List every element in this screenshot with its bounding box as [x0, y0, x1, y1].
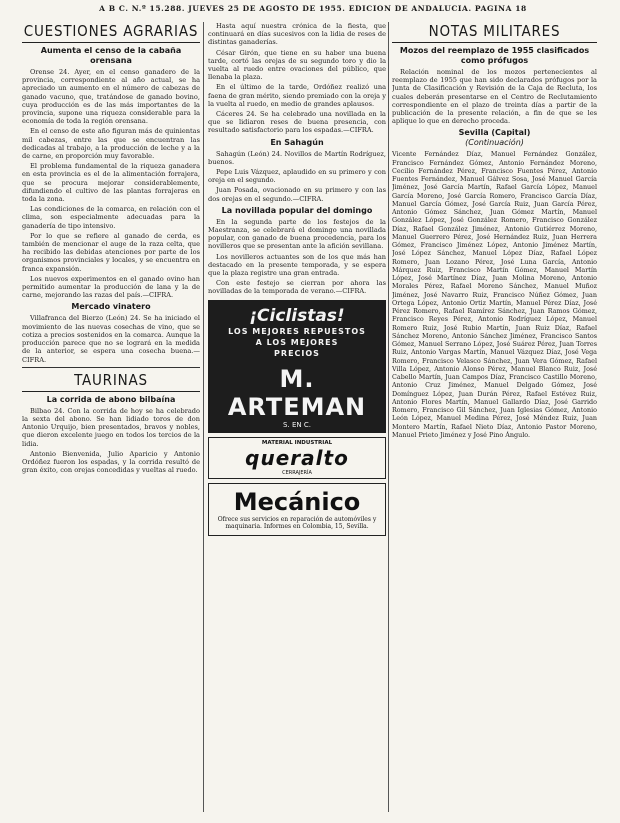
ad-tag: CERRAJERÍA — [282, 469, 312, 476]
column-2 — [208, 22, 386, 814]
article-headline: Aumenta el censo de la cabaña orensana — [40, 46, 182, 65]
ad-top: MATERIAL INDUSTRIAL — [261, 439, 333, 446]
article-paragraph: Orense 24. Ayer, en el censo ganadero de la provincia, correspondiente al año actual, se ha apreciado un aumento en el número de cabezas de ganado vacuno, que, tratándose de ganado bovino, cuya producción es de las más importantes de la provincia, supone una riqueza considerable para la economía de toda la región orensana. — [22, 68, 200, 126]
ad-line: A LOS MEJORES — [255, 337, 339, 347]
ad-line: LOS MEJORES REPUESTOS — [228, 326, 366, 336]
ad-title: ¡Ciclistas! — [249, 305, 345, 326]
article-paragraph: Relación nominal de los mozos pertenecientes al reemplazo de 1955 que han sido declarados prófugos por la Junta de Clasificación y Revisión de la Caja de Recluta, los cuales deberán presentarse en el Centro de Reclutamiento correspondiente en el plazo de treinta días a partir de la publicación de la presente relación, a fin de que se les aplique lo que en derecho proceda. — [392, 68, 597, 126]
article-subheadline: Sevilla (Capital) — [458, 128, 531, 138]
divider — [22, 367, 200, 368]
column-rule-2 — [388, 22, 389, 812]
article-headline: En Sahagún — [270, 137, 324, 147]
section-title-agrarias: CUESTIONES AGRARIAS — [22, 22, 200, 43]
ad-title: Mecánico — [233, 487, 361, 516]
article-subheadline-note: (Continuación) — [465, 138, 524, 148]
article-paragraph: Los novilleros actuantes son de los que más han destacado en la presente temporada, y se espera que la plaza registre una gran entrada. — [208, 252, 386, 278]
column-rule-1 — [203, 22, 204, 812]
article-paragraph: En el censo de este año figuran más de quinientas mil cabezas, entre las que se encuentran las dedicadas al trabajo, a la producción de leche y a la de carne, en proporción muy favorable. — [22, 127, 200, 161]
article-paragraph: Bilbao 24. Con la corrida de hoy se ha celebrado la sexta del abono. Se han lidiado toros de don Antonio Urquijo, bien presentados, bravos y nobles, que dieron excelente juego en todos los tercios de la lidia. — [22, 406, 200, 448]
article-paragraph: Antonio Bienvenida, Julio Aparicio y Antonio Ordóñez fueron los espadas, y la corrida resultó de gran éxito, con orejas concedidas y vueltas al ruedo. — [22, 449, 200, 475]
article-paragraph: Villafranca del Bierzo (León) 24. Se ha iniciado el movimiento de las nuevas cosechas de vino, que se cotiza a precios sostenidos en la comarca. Aunque la producción parece que no se logrará en la medida de la anterior, se espera una cosecha buena.—CIFRA. — [22, 314, 200, 364]
article-headline: La corrida de abono bilbaína — [46, 394, 176, 404]
names-list: Vicente Fernández Díaz, Manuel Fernández González, Francisco Fernández Gómez, Antonio Fernández Moreno, Cecilio Fernández Pérez, Francisco Fuentes Pérez, Antonio Fuentes Fernández, Manuel Gálvez Sosa, José Manuel García Jiménez, José García Martín, Rafael García López, Manuel García Moreno, José García Romero, Francisco García Díaz, Manuel García Gómez, José García Ruiz, Juan García Pérez, Antonio Gómez Sánchez, Juan Gómez Martín, Manuel González López, José González Romero, Francisco González Díaz, Rafael González Jiménez, Antonio Gutiérrez Moreno, Manuel Guerrero Pérez, José Hernández Ruiz, Juan Herrera Gómez, Francisco Jiménez López, Antonio Jiménez Martín, José López Sánchez, Manuel López Díaz, Rafael López Romero, Juan Lozano Pérez, José Luna García, Antonio Márquez Ruiz, Francisco Martín Gómez, Manuel Martín López, José Martínez Díaz, Juan Molina Moreno, Antonio Morales Pérez, Rafael Moreno Sánchez, Manuel Muñoz Jiménez, José Navarro Ruiz, Francisco Núñez Gómez, Juan Ortega López, Antonio Ortiz Martín, Manuel Pérez Díaz, José Pérez Romero, Rafael Ramírez Sánchez, Juan Ramos Gómez, Francisco Reyes Pérez, Antonio Rodríguez López, Manuel Romero Ruiz, José Rubio Martín, Juan Ruiz Díaz, Rafael Sánchez Moreno, Antonio Sánchez Jiménez, Francisco Santos Gómez, Manuel Serrano López, José Suárez Pérez, Juan Torres Ruiz, Antonio Vargas Martín, Manuel Vázquez Díaz, José Vega Romero, Francisco Velasco Sánchez, Juan Vera Gómez, Rafael Villa López, Antonio Alonso Pérez, Manuel Blanco Ruiz, José Cabello Martín, Juan Campos Díaz, Francisco Castillo Moreno, Antonio Cruz Jiménez, Manuel Delgado Gómez, José Domínguez López, Juan Durán Pérez, Rafael Estévez Ruiz, Antonio Flores Martín, Manuel Gallardo Díaz, José Garrido Romero, Francisco Gil Sánchez, Juan Iglesias Gómez, Antonio León López, Manuel Medina Pérez, José Méndez Ruiz, Juan Montero Martín, Rafael Nieto Díaz, Antonio Pastor Moreno, Manuel Prieto Jiménez y José Pino Ángulo. — [392, 150, 597, 439]
article-paragraph: Las condiciones de la comarca, en relación con el clima, son especialmente adecuadas para la ganadería de tipo intensivo. — [22, 205, 200, 230]
ad-brand: queralto — [245, 445, 349, 470]
article-paragraph: Los nuevos experimentos en el ganado ovino han permitido aumentar la producción de lana y la de carne, mejorando las razas del país.—CIFRA. — [22, 274, 200, 300]
section-title-taurinas: TAURINAS — [22, 371, 200, 392]
article-paragraph: El problema fundamental de la riqueza ganadera en esta provincia es el de la alimentación forrajera, que se procura mejorar considerablemente, difundiendo el cultivo de las plantas forrajeras en toda la zona. — [22, 162, 200, 204]
article-paragraph: En la segunda parte de los festejos de la Maestranza, se celebrará el domingo una novillada popular, con ganado de buena procedencia, para los novilleros que se presentan ante la afición sevillana. — [208, 217, 386, 251]
ad-suffix: S. EN C. — [283, 420, 311, 429]
article-paragraph: En el último de la tarde, Ordóñez realizó una faena de gran mérito, siendo premiado con la oreja y la vuelta al ruedo, en medio de grandes aplausos. — [208, 83, 386, 108]
page-header: A B C. N.º 15.288. JUEVES 25 DE AGOSTO DE 1955. EDICION DE ANDALUCIA. PAGINA 18 — [99, 4, 527, 13]
article-paragraph: Con este festejo se cierran por ahora las novilladas de la temporada de verano.—CIFRA. — [208, 279, 386, 296]
article-paragraph: Hasta aquí nuestra crónica de la fiesta, que continuará en días sucesivos con la lidia de reses de distintas ganaderías. — [208, 22, 386, 47]
column-3 — [392, 22, 597, 814]
article-paragraph: César Girón, que tiene en su haber una buena tarde, cortó las orejas de su segundo toro y dio la vuelta al ruedo entre ovaciones del público, que llenaba la plaza. — [208, 48, 386, 82]
ad-brand: M. ARTEMAN — [227, 364, 367, 421]
article-headline: Mozos del reemplazo de 1955 clasificados como prófugos — [399, 46, 590, 65]
article-paragraph: Juan Posada, ovacionado en su primero y con las dos orejas en el segundo.—CIFRA. — [208, 186, 386, 203]
advertisement-arteman — [208, 300, 386, 433]
article-paragraph: Pepe Luis Vázquez, aplaudido en su primero y con oreja en el segundo. — [208, 168, 386, 185]
article-headline: La novillada popular del domingo — [221, 205, 373, 215]
section-title-militares: NOTAS MILITARES — [392, 22, 597, 43]
article-headline: Mercado vinatero — [71, 302, 151, 312]
ad-line: PRECIOS — [274, 348, 320, 358]
article-paragraph: Sahagún (León) 24. Novillos de Martín Rodríguez, buenos. — [208, 149, 386, 166]
advertisement-queralto — [208, 437, 386, 479]
article-paragraph: Cáceres 24. Se ha celebrado una novillada en la que se lidiaron reses de buena presencia, con resultado satisfactorio para los espadas.—CIFRA. — [208, 110, 386, 135]
advertisement-mecanico — [208, 483, 386, 536]
article-paragraph: Por lo que se refiere al ganado de cerda, es también de mencionar el auge de la raza celta, que ha recibido las debidas atenciones por parte de los organismos provinciales y locales, y se encuentra en franca expansión. — [22, 231, 200, 273]
ad-text: Ofrece sus servicios en reparación de automóviles y maquinaria. Informes en Colombia, 15, Sevilla. — [217, 515, 377, 531]
column-1 — [22, 22, 200, 814]
